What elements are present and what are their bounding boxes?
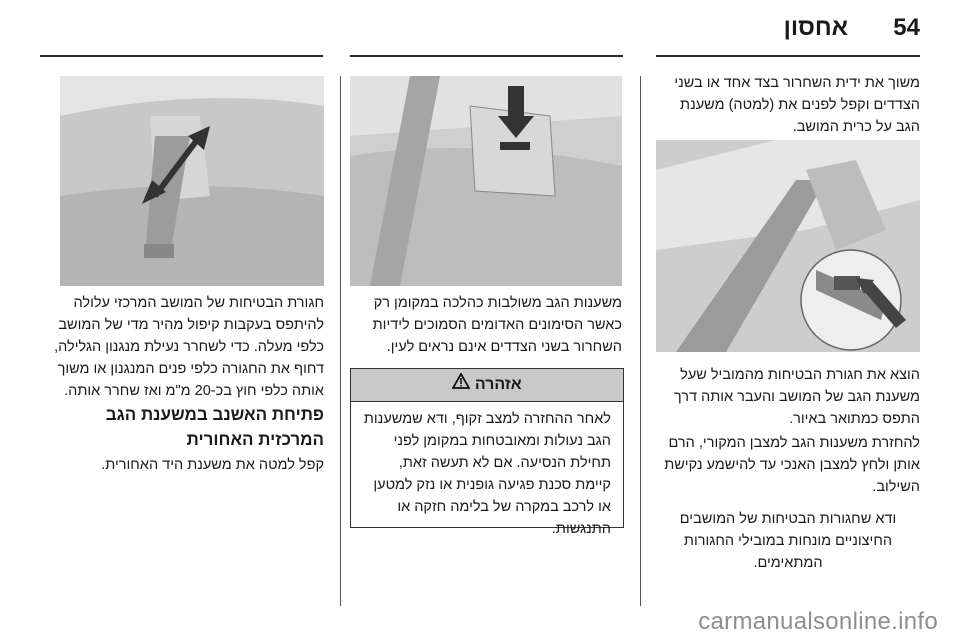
chapter-title: אחסון bbox=[783, 14, 848, 41]
body-paragraph: להחזרת משענות הגב למצבן המקורי, הרם אותן ולחץ למצבן האנכי עד להישמע נקישת השילוב. bbox=[664, 435, 920, 495]
page-number: 54 bbox=[893, 14, 920, 41]
right-column-body bbox=[656, 364, 920, 574]
header-rule-middle bbox=[350, 55, 623, 57]
column-divider bbox=[640, 76, 641, 606]
column-divider bbox=[340, 76, 341, 606]
seatbelt-clip-figure bbox=[656, 140, 920, 352]
right-column bbox=[656, 72, 920, 138]
center-belt-figure bbox=[60, 76, 324, 286]
warning-title: אזהרה bbox=[474, 376, 522, 394]
body-paragraph: משענות הגב משולבות כהלכה במקומן רק כאשר הסימונים האדומים הסמוכים לידיות השחרור בשני הצדדים אינם נראים לעין. bbox=[372, 295, 622, 355]
body-paragraph: הוצא את חגורת הבטיחות מהמוביל שעל משענת הגב של המושב והעבר אותה דרך התפס כמתואר באיור. bbox=[673, 367, 920, 427]
header-rule-right bbox=[656, 55, 920, 57]
left-column-text bbox=[40, 292, 324, 476]
body-paragraph: ודא שחגורות הבטיחות של המושבים החיצוניים מונחות במובילי החגורות המתאימים. bbox=[679, 511, 897, 571]
seat-release-figure bbox=[350, 76, 622, 286]
body-paragraph: קפל למטה את משענת היד האחורית. bbox=[101, 457, 324, 473]
section-subheading: פתיחת האשנב במשענת הגב המרכזית האחורית bbox=[105, 405, 324, 449]
watermark: carmanualsonline.info bbox=[698, 608, 938, 635]
warning-text: לאחר ההחזרה למצב זקוף, ודא שמשענות הגב נעולות ומאובטחות במקומן לפני תחילת הנסיעה. אם לא תעשה זאת, קיימת סכנת פגיעה גופנית או נזק למטען או לרכב במקרה של בלימה חזקה או התנגשות. bbox=[363, 411, 611, 537]
intro-paragraph: משוך את ידית השחרור בצד אחד או בשני הצדדים וקפל לפנים את (למטה) משענת הגב על כרית המושב. bbox=[674, 75, 920, 135]
warning-header bbox=[351, 369, 623, 402]
header-rule-left bbox=[40, 55, 323, 57]
page-header bbox=[0, 0, 960, 58]
body-paragraph: חגורת הבטיחות של המושב המרכזי עלולה להיתפס בעקבות קיפול מהיר מדי של המושב כלפי מעלה. כדי לשחרר נעילת מנגנון הגלילה, דחוף את החגורה כלפי פנים המנגנון או משוך אותה כלפי חוץ בכ-20 מ"מ ואז שחרר אותה. bbox=[54, 295, 324, 399]
warning-triangle-icon bbox=[452, 369, 470, 401]
warning-box bbox=[350, 368, 624, 537]
middle-column-text bbox=[350, 292, 622, 358]
